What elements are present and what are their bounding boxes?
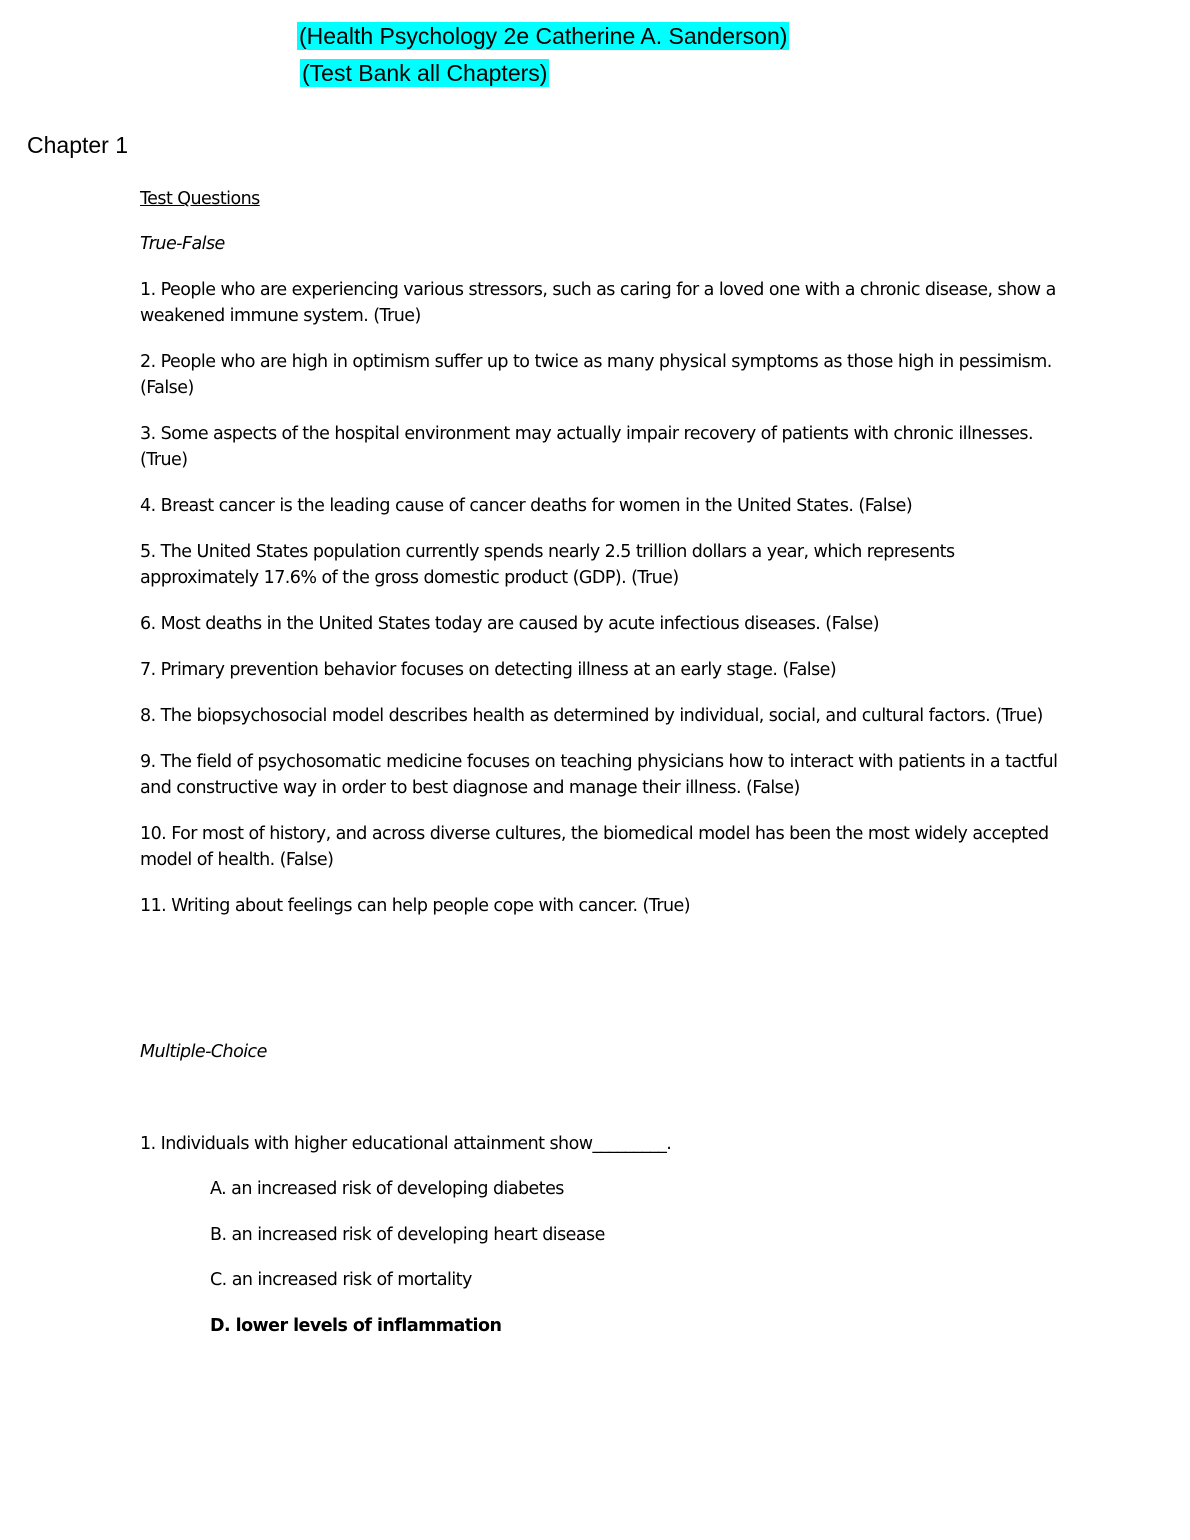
section-title: Test Questions (140, 189, 260, 209)
true-false-item: 3. Some aspects of the hospital environment may actually impair recovery of patients with chronic illnesses. (True) (140, 424, 1033, 470)
true-false-item: 6. Most deaths in the United States today are caused by acute infectious diseases. (False) (140, 614, 880, 634)
mc-option-d-correct-answer: D. lower levels of inflammation (210, 1316, 502, 1336)
true-false-item: 7. Primary prevention behavior focuses on detecting illness at an early stage. (False) (140, 660, 837, 680)
true-false-heading: True-False (140, 234, 225, 254)
mc-option-c: C. an increased risk of mortality (210, 1270, 472, 1290)
true-false-list (140, 277, 1070, 939)
true-false-item: 2. People who are high in optimism suffer up to twice as many physical symptoms as those high in pessimism. (False) (140, 352, 1052, 398)
title-line-1: (Health Psychology 2e Catherine A. Sanderson) (299, 23, 788, 49)
mc-option-a: A. an increased risk of developing diabetes (210, 1179, 564, 1199)
mc-question: 1. Individuals with higher educational attainment show_________. (140, 1134, 672, 1154)
multiple-choice-heading: Multiple-Choice (140, 1042, 267, 1062)
true-false-item: 5. The United States population currently spends nearly 2.5 trillion dollars a year, which represents approximately 17.6% of the gross domestic product (GDP). (True) (140, 542, 955, 588)
true-false-item: 10. For most of history, and across diverse cultures, the biomedical model has been the most widely accepted model of health. (False) (140, 824, 1049, 870)
true-false-item: 11. Writing about feelings can help people cope with cancer. (True) (140, 896, 691, 916)
true-false-item: 9. The field of psychosomatic medicine focuses on teaching physicians how to interact with patients in a tactful and constructive way in order to best diagnose and manage their illness. (False) (140, 752, 1058, 798)
title-line-2: (Test Bank all Chapters) (302, 60, 548, 86)
true-false-item: 1. People who are experiencing various stressors, such as caring for a loved one with a chronic disease, show a weakened immune system. (True) (140, 280, 1056, 326)
true-false-item: 8. The biopsychosocial model describes health as determined by individual, social, and cultural factors. (True) (140, 706, 1043, 726)
mc-option-b: B. an increased risk of developing heart disease (210, 1225, 605, 1245)
chapter-heading: Chapter 1 (27, 132, 129, 158)
true-false-item: 4. Breast cancer is the leading cause of cancer deaths for women in the United States. (False) (140, 496, 913, 516)
